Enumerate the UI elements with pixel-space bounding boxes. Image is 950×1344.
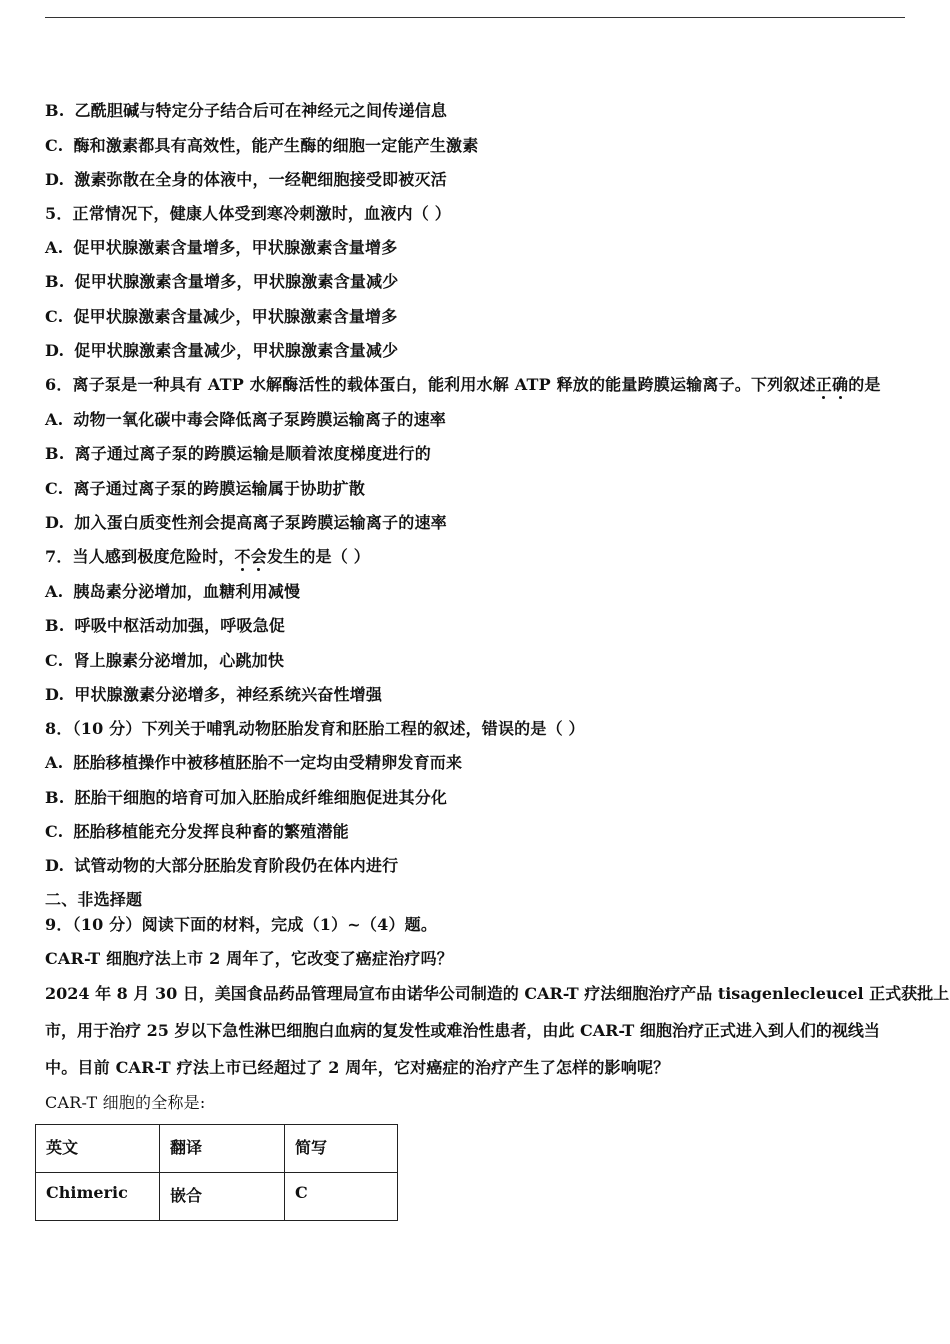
q4-option-c: C. 酶和激素都具有高效性，能产生酶的细胞一定能产生激素	[45, 136, 479, 155]
q8-option-b: B. 胚胎干细胞的培育可加入胚胎成纤维细胞促进其分化	[45, 788, 448, 807]
table-header-cell: 简写	[285, 1125, 398, 1173]
table-header-cell: 翻译	[160, 1125, 285, 1173]
q7-stem: 7．当人感到极度危险时，不会发生的是（ ）	[45, 547, 370, 566]
q5-stem: 5．正常情况下，健康人体受到寒冷刺激时，血液内（ ）	[45, 204, 451, 223]
table-row	[36, 1173, 398, 1221]
q5-option-b: B. 促甲状腺激素含量增多，甲状腺激素含量减少	[45, 272, 399, 291]
q8-option-c: C. 胚胎移植能充分发挥良种畜的繁殖潜能	[45, 822, 349, 841]
table-header-row	[36, 1125, 398, 1173]
q6-stem: 6．离子泵是一种具有 ATP 水解酶活性的载体蛋白，能利用水解 ATP 释放的能量跨膜运输离子。下列叙述正确的是	[45, 375, 881, 394]
q8-option-a: A. 胚胎移植操作中被移植胚胎不一定均由受精卵发育而来	[45, 753, 463, 772]
fullname-intro: CAR-T 细胞的全称是:	[45, 1093, 206, 1112]
q4-option-d: D. 激素弥散在全身的体液中，一经靶细胞接受即被灭活	[45, 170, 447, 189]
q7-option-d: D. 甲状腺激素分泌增多，神经系统兴奋性增强	[45, 685, 383, 704]
table-header-cell: 英文	[36, 1125, 160, 1173]
section-heading: 二、非选择题	[45, 890, 143, 909]
q6-option-d: D. 加入蛋白质变性剂会提高离子泵跨膜运输离子的速率	[45, 513, 447, 532]
q7-option-b: B. 呼吸中枢活动加强，呼吸急促	[45, 616, 286, 635]
passage-line-2: 市，用于治疗 25 岁以下急性淋巴细胞白血病的复发性或难治性患者，由此 CAR-T 细胞治疗正式进入到人们的视线当	[45, 1021, 880, 1040]
q6-option-b: B. 离子通过离子泵的跨膜运输是顺着浓度梯度进行的	[45, 444, 431, 463]
header-rule	[45, 17, 905, 18]
car-t-name-table	[35, 1124, 398, 1221]
table-cell: Chimeric	[36, 1173, 160, 1221]
q8-option-d: D. 试管动物的大部分胚胎发育阶段仍在体内进行	[45, 856, 399, 875]
q4-option-b: B. 乙酰胆碱与特定分子结合后可在神经元之间传递信息	[45, 101, 448, 120]
q7-option-c: C. 肾上腺素分泌增加，心跳加快	[45, 651, 285, 670]
q9-stem: 9．（10 分）阅读下面的材料，完成（1）~（4）题。	[45, 915, 438, 934]
passage-line-1: 2024 年 8 月 30 日，美国食品药品管理局宣布由诺华公司制造的 CAR-T 疗法细胞治疗产品 tisagenlecleucel 正式获批上	[45, 984, 950, 1003]
q5-option-d: D. 促甲状腺激素含量减少，甲状腺激素含量减少	[45, 341, 399, 360]
q5-option-c: C. 促甲状腺激素含量减少，甲状腺激素含量增多	[45, 307, 398, 326]
q8-stem: 8．（10 分）下列关于哺乳动物胚胎发育和胚胎工程的叙述，错误的是（ ）	[45, 719, 585, 738]
q6-option-a: A. 动物一氧化碳中毒会降低离子泵跨膜运输离子的速率	[45, 410, 446, 429]
table-cell: C	[285, 1173, 398, 1221]
q6-option-c: C. 离子通过离子泵的跨膜运输属于协助扩散	[45, 479, 366, 498]
q7-option-a: A. 胰岛素分泌增加，血糖利用减慢	[45, 582, 301, 601]
passage-title: CAR-T 细胞疗法上市 2 周年了，它改变了癌症治疗吗？	[45, 949, 453, 968]
passage-line-3: 中。目前 CAR-T 疗法上市已经超过了 2 周年，它对癌症的治疗产生了怎样的影响呢？	[45, 1058, 670, 1077]
table-cell: 嵌合	[160, 1173, 285, 1221]
q5-option-a: A. 促甲状腺激素含量增多，甲状腺激素含量增多	[45, 238, 398, 257]
